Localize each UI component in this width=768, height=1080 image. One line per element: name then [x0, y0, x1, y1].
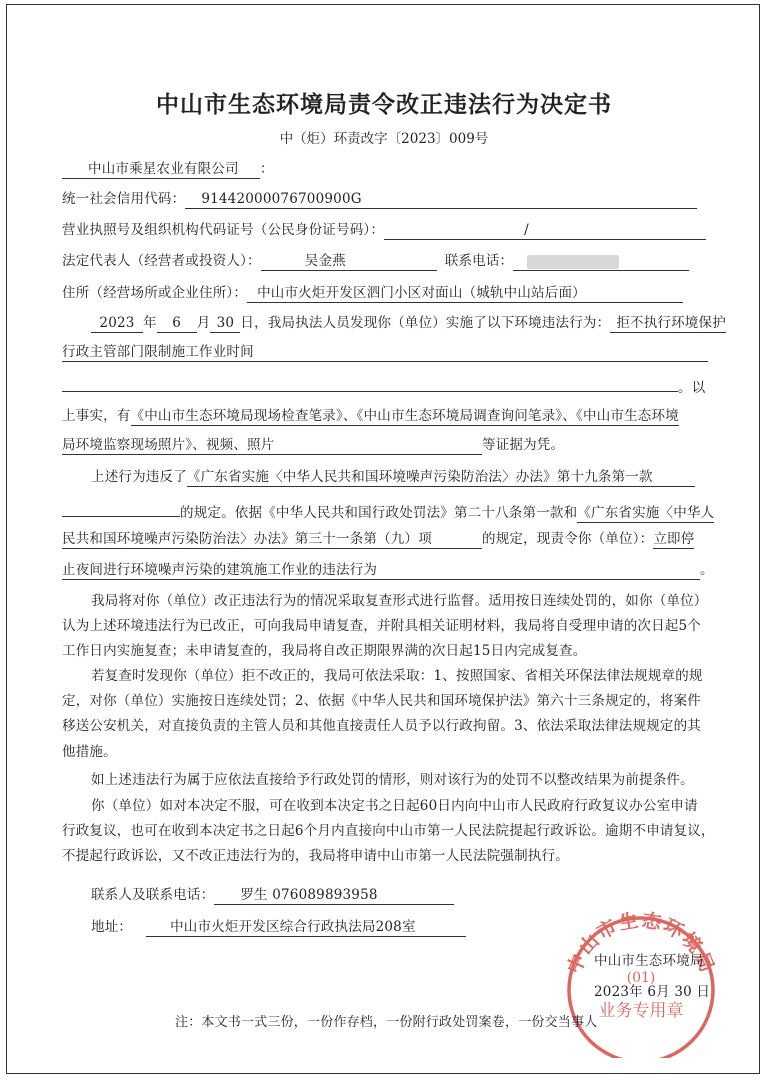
- para3-line1: 如上述违法行为属于应依法直接给予行政处罚的情形，则对该行为的处罚不以整改结果为前提条件。: [91, 772, 694, 788]
- license-value: /: [384, 221, 706, 240]
- location-line: 地址： 中山市火炬开发区综合行政执法局208室: [91, 918, 466, 937]
- para2-line2: 定，对你（单位）实施按日连续处罚；2、依据《中华人民共和国环境保护法》第六十三条规定的，将案件: [62, 693, 701, 709]
- violation-line-3: 民共和国环境噪声污染防治法〉办法》第三十一条第（九）项 的规定，现责令你（单位）：立即停: [62, 531, 695, 547]
- license-line: [62, 221, 706, 240]
- finding-line-1: 2023 年 6 月 30 日，我局执法人员发现你（单位）实施了以下环境违法行为： 拒不执行环境保护: [91, 314, 726, 333]
- para4-line2: 行政复议，也可在收到本决定书之日起6个月内直接向中山市第一人民法院提起行政诉讼。逾期不申请复议，: [62, 823, 715, 839]
- redaction-blur: [527, 255, 619, 269]
- credit-code-line: [62, 190, 697, 209]
- seal-code: (01): [626, 970, 656, 986]
- address-value: 中山市火炬开发区泗门小区对面山（城轨中山站后面）: [247, 284, 683, 303]
- para1-line2: 认为上述环境违法行为已改正，可向我局申请复查，并附具相关证明材料，我局将自受理申请的次日起5个: [62, 618, 701, 634]
- footnote: 注：本文书一式三份，一份作存档，一份附行政处罚案卷，一份交当事人: [175, 1015, 598, 1030]
- finding-line-2: 行政主管部门限制施工作业时间: [62, 343, 708, 362]
- address-line: [62, 284, 683, 303]
- violation-desc: 拒不执行环境保护: [610, 314, 726, 333]
- evidence-line-1: 上事实，有《中山市生态环境局现场检查笔录》、《中山市生态环境局调查询问笔录》、《中山市生态环境: [62, 408, 679, 424]
- evidence-line-2: 局环境监察现场照片》、视频、照片 等证据为凭。: [62, 437, 565, 453]
- contact-line: 联系人及联系电话： 罗生 076089893958: [91, 886, 454, 905]
- issue-date: 2023年 6月 30 日: [594, 984, 711, 1000]
- seal-text: 中山市生态环境局: [563, 909, 719, 978]
- para4-line3: 不提起行政诉讼，又不改正违法行为的，我局将申请中山市第一人民法院强制执行。: [62, 848, 569, 864]
- legal-rep-line: [62, 252, 689, 271]
- para1-line1: 我局将对你（单位）改正违法行为的情况采取复查形式进行监督。适用按日连续处罚的，如你（单位）: [91, 593, 708, 609]
- para2-line3: 移送公安机关，对直接负责的主管人员和其他直接责任人员予以行政拘留。3、依法采取法律法规规定的其: [62, 718, 701, 734]
- credit-code-value: 91442000076700900G: [185, 190, 697, 209]
- violation-line-4: 止夜间进行环境噪声污染的建筑施工作业的违法行为 。: [62, 562, 714, 578]
- recipient-name: 中山市乘星农业有限公司: [62, 160, 260, 179]
- license-label: 营业执照号及组织机构代码证号（公民身份证号码）：: [62, 222, 385, 238]
- issuer-name: 中山市生态环境局: [594, 953, 704, 969]
- penalty-law: 《广东省实施〈中华人: [577, 505, 715, 521]
- legal-rep-label: 法定代表人（经营者或投资人）：: [62, 253, 261, 269]
- document-number: 中（炬）环责改字〔2023〕009号: [279, 131, 489, 147]
- violation-line-1: 上述行为违反了《广东省实施〈中华人民共和国环境噪声污染防治法〉办法》第十九条第一款: [91, 468, 695, 487]
- finding-line-3: 。以: [62, 374, 705, 397]
- legal-rep-value: 吴金燕: [261, 252, 437, 271]
- para4-line1: 你（单位）如对本决定不服，可在收到本决定书之日起60日内向中山市人民政府行政复议办公室申请: [91, 798, 698, 814]
- para2-line4: 他措施。: [62, 744, 117, 760]
- para1-line3: 工作日内实施复查；未申请复查的，我局将自改正期限界满的次日起15日内完成复查。: [62, 643, 587, 659]
- para2-line1: 若复查时发现你（单位）拒不改正的，我局可依法采取：1、按照国家、省相关环保法律法规规章的规: [91, 668, 703, 684]
- seal-subtext: 业务专用章: [598, 1001, 684, 1021]
- violated-law: 《广东省实施〈中华人民共和国环境噪声污染防治法〉办法》第十九条第一款: [187, 468, 695, 487]
- document-title: 中山市生态环境局责令改正违法行为决定书: [156, 91, 612, 118]
- location-value: 中山市火炬开发区综合行政执法局208室: [146, 918, 466, 937]
- evidence-list: 《中山市生态环境局现场检查笔录》、《中山市生态环境局调查询问笔录》、《中山市生态环境: [130, 408, 679, 424]
- violation-line-2: 的规定。依据《中华人民共和国行政处罚法》第二十八条第一款和《广东省实施〈中华人: [62, 499, 714, 523]
- phone-redacted: [513, 252, 689, 271]
- contact-value: 罗生 076089893958: [214, 886, 454, 905]
- recipient-line: 中山市乘星农业有限公司 ：: [62, 160, 274, 179]
- phone-label: 联系电话：: [444, 253, 514, 269]
- order: 立即停: [653, 531, 695, 547]
- credit-code-label: 统一社会信用代码：: [62, 191, 186, 207]
- address-label: 住所（经营场所或企业住所）：: [62, 285, 248, 301]
